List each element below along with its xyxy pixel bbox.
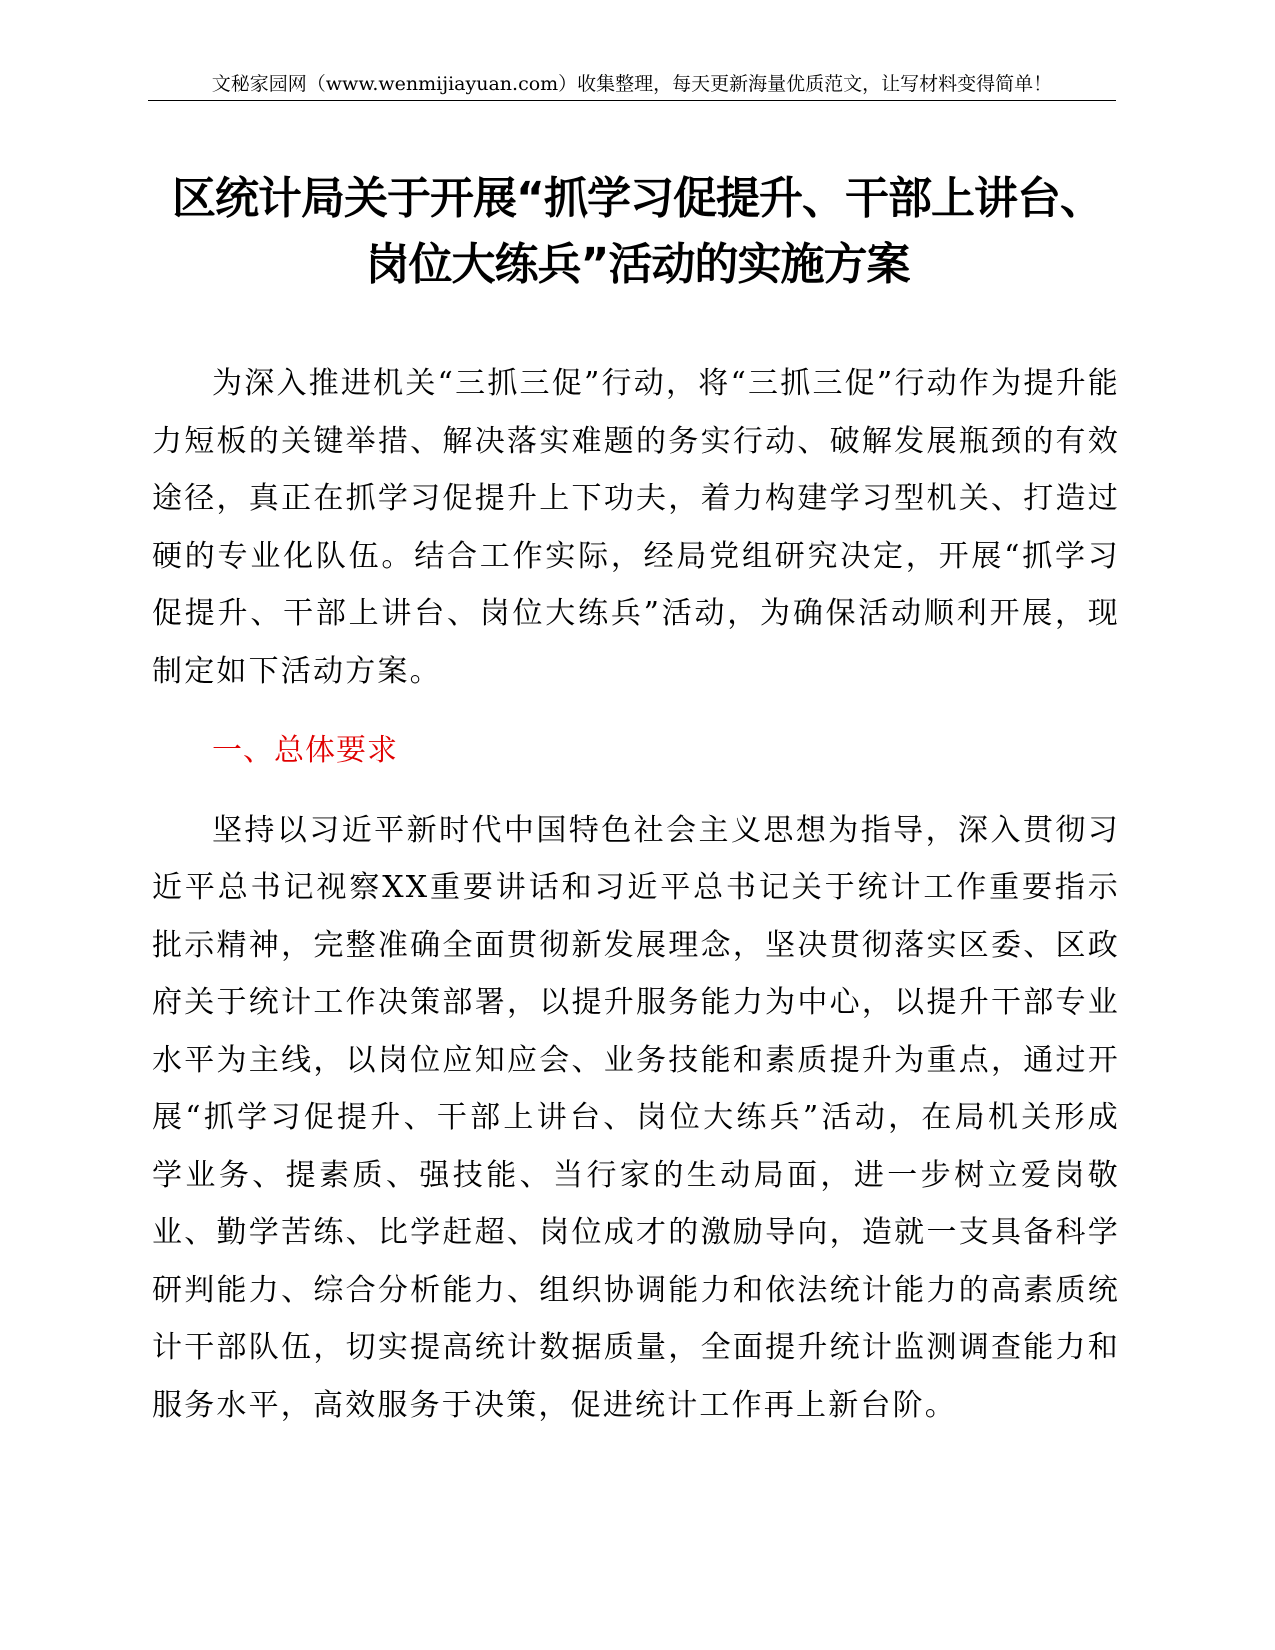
page-header-text: 文秘家园网（www.wenmijiayuan.com）收集整理，每天更新海量优质范文，让写材料变得简单！ <box>211 73 1053 95</box>
document-body <box>152 355 1120 1434</box>
intro-paragraph: 为深入推进机关“三抓三促”行动，将“三抓三促”行动作为提升能力短板的关键举措、解决落实难题的务实行动、破解发展瓶颈的有效途径，真正在抓学习促提升上下功夫，着力构建学习型机关、打造过硬的专业化队伍。结合工作实际，经局党组研究决定，开展“抓学习促提升、干部上讲台、岗位大练兵”活动，为确保活动顺利开展，现制定如下活动方案。 <box>152 366 1120 689</box>
title-line-2: 岗位大练兵”活动的实施方案 <box>365 239 910 290</box>
section-heading-general-requirements: 一、总体要求 <box>212 733 398 768</box>
title-line-1: 区统计局关于开展“抓学习促提升、干部上讲台、 <box>172 173 1103 224</box>
header-divider <box>148 100 1116 101</box>
document-title <box>150 166 1125 298</box>
general-requirements-paragraph: 坚持以习近平新时代中国特色社会主义思想为指导，深入贯彻习近平总书记视察XX重要讲话和习近平总书记关于统计工作重要指示批示精神，完整准确全面贯彻新发展理念，坚决贯彻落实区委、区政府关于统计工作决策部署，以提升服务能力为中心，以提升干部专业水平为主线，以岗位应知应会、业务技能和素质提升为重点，通过开展“抓学习促提升、干部上讲台、岗位大练兵”活动，在局机关形成学业务、提素质、强技能、当行家的生动局面，进一步树立爱岗敬业、勤学苦练、比学赶超、岗位成才的激励导向，造就一支具备科学研判能力、综合分析能力、组织协调能力和依法统计能力的高素质统计干部队伍，切实提高统计数据质量，全面提升统计监测调查能力和服务水平，高效服务于决策，促进统计工作再上新台阶。 <box>152 812 1120 1423</box>
